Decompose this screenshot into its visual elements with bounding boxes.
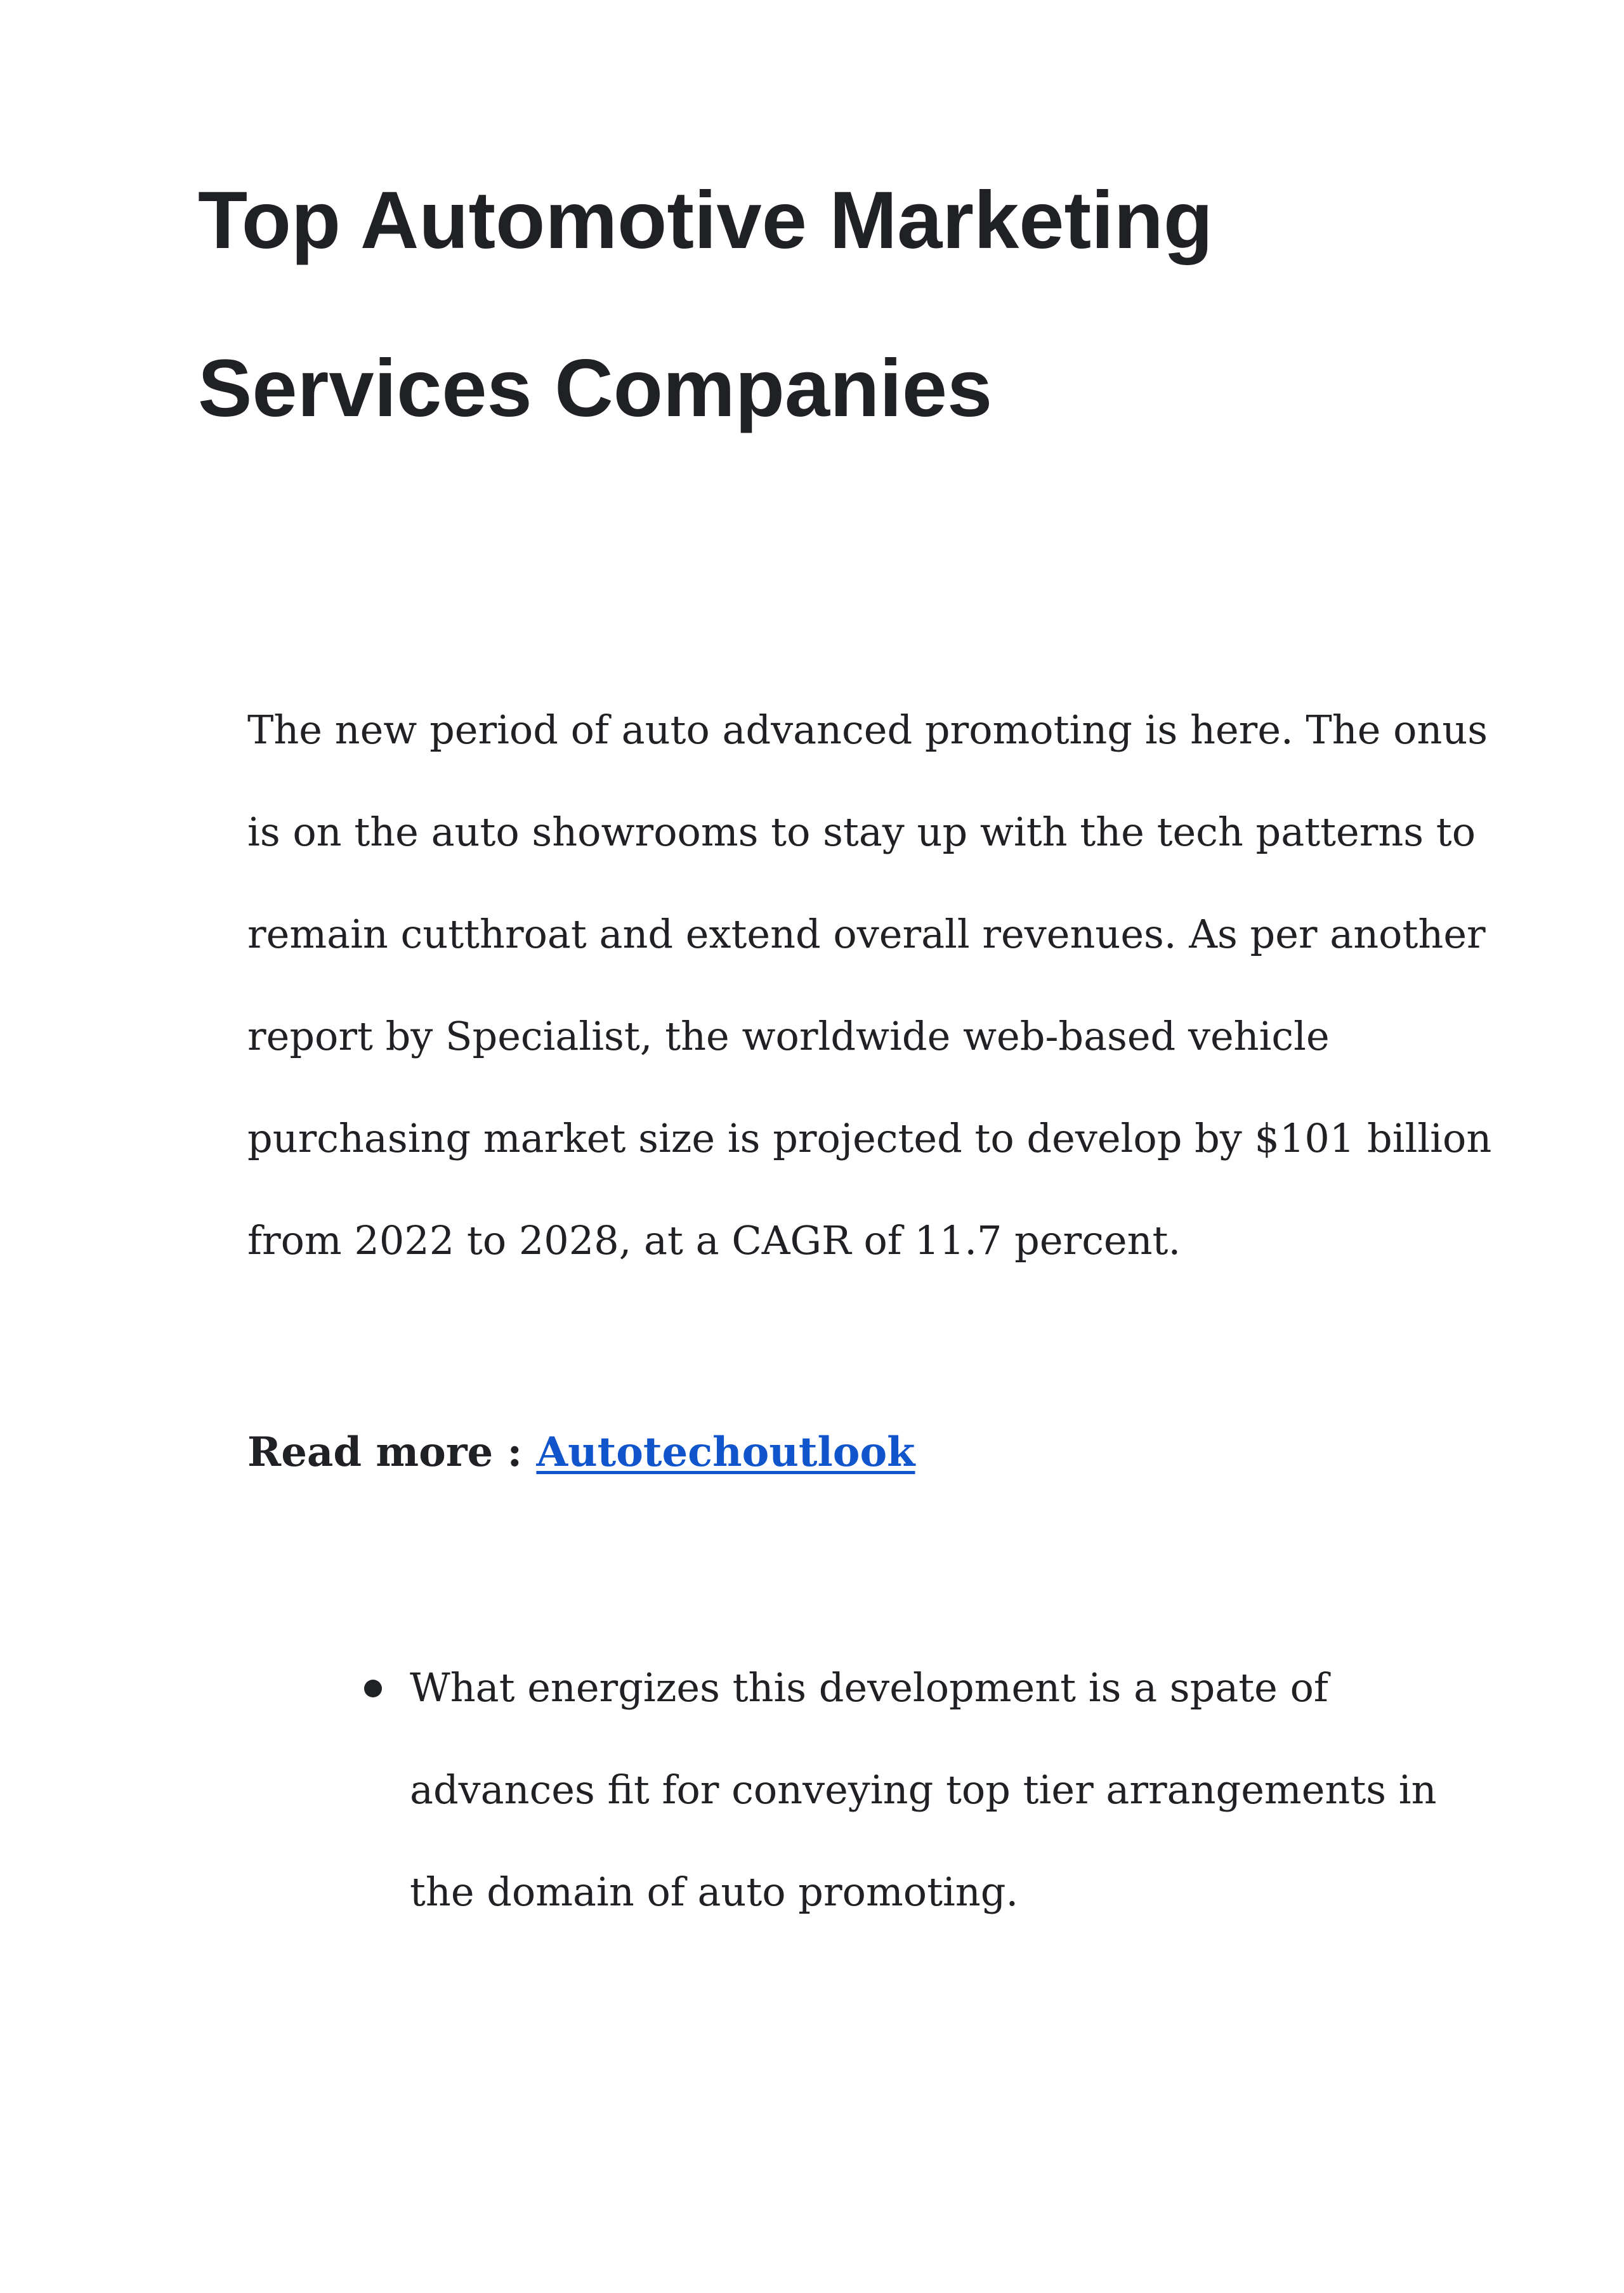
paragraph-line: purchasing market size is projected to develop by $101 billion bbox=[247, 1115, 1492, 1161]
intro-paragraph bbox=[247, 679, 1492, 1291]
paragraph-line: from 2022 to 2028, at a CAGR of 11.7 percent. bbox=[247, 1217, 1181, 1264]
page-title bbox=[198, 136, 1467, 473]
bullet-line: advances fit for conveying top tier arrangements in bbox=[410, 1767, 1437, 1813]
autotechoutlook-link[interactable]: Autotechoutlook bbox=[536, 1428, 915, 1476]
bullet-line: What energizes this development is a spate of bbox=[410, 1664, 1328, 1711]
paragraph-line: remain cutthroat and extend overall revenues. As per another bbox=[247, 911, 1486, 957]
read-more-line bbox=[247, 1414, 915, 1491]
paragraph-line: The new period of auto advanced promoting is here. The onus bbox=[247, 707, 1488, 753]
paragraph-line: report by Specialist, the worldwide web-based vehicle bbox=[247, 1013, 1330, 1059]
title-line: Top Automotive Marketing bbox=[198, 175, 1213, 266]
read-more-label: Read more : bbox=[247, 1428, 537, 1476]
title-line: Services Companies bbox=[198, 343, 993, 434]
bullet-line: the domain of auto promoting. bbox=[410, 1869, 1019, 1915]
paragraph-line: is on the auto showrooms to stay up with the tech patterns to bbox=[247, 809, 1476, 855]
list-item bbox=[355, 1636, 1437, 1943]
bullet-icon bbox=[364, 1680, 382, 1697]
bullet-list bbox=[355, 1636, 1437, 1943]
